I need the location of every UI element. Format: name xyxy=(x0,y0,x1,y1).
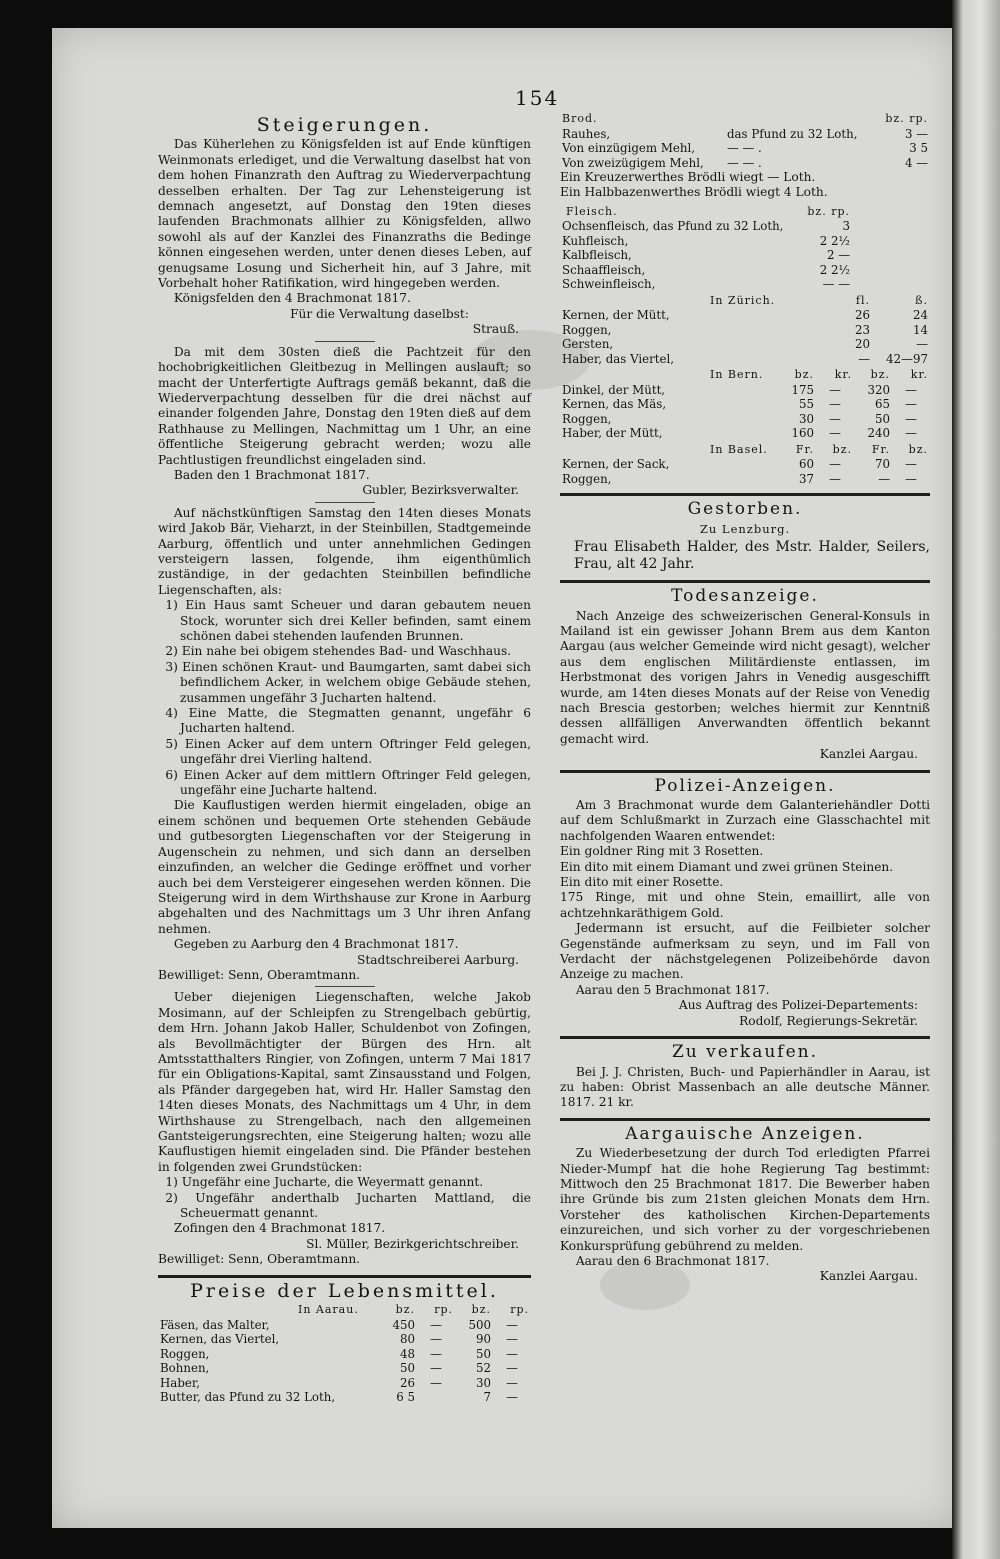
price-value: 175 xyxy=(791,382,814,397)
right-column xyxy=(560,112,930,1285)
row-label: Haber, xyxy=(160,1375,200,1390)
unit-label: bz. xyxy=(870,368,890,382)
price-value: 26 xyxy=(854,308,870,323)
section-label: Brod. xyxy=(562,112,598,125)
polizei-text: Am 3 Brachmonat wurde dem Galanteriehändler Dotti auf dem Schlußmarkt in Zurzach eine Glasschachtel mit nachfolgenden Waaren entwendet: xyxy=(560,798,930,843)
price-value: 240 xyxy=(867,426,890,441)
section-label: In Bern. xyxy=(710,368,764,382)
price-value: 4 — xyxy=(904,155,928,170)
price-value: 2 2½ xyxy=(819,233,850,248)
table-row xyxy=(560,263,930,278)
list-item: Ein dito mit einer Rosette. xyxy=(560,875,724,890)
table-row: Fäsen, das Malter, 450 — 500 — xyxy=(160,1317,518,1332)
price-value: 65 xyxy=(874,397,890,412)
notice-date: Baden den 1 Brachmonat 1817. xyxy=(173,467,370,482)
row-label: Bohnen, xyxy=(160,1361,210,1376)
table-row: Kernen, das Mäs, 55 — 65 — xyxy=(562,397,917,412)
row-label: Kuhfleisch, xyxy=(562,233,629,248)
basel-table xyxy=(560,443,930,487)
list-item: 2) Ungefähr anderthalb Jucharten Mattland, die Scheuermatt genannt. xyxy=(165,1190,531,1221)
table-row xyxy=(560,337,930,352)
unit-label: bz. rp. xyxy=(885,112,928,125)
aargauische-date: Aarau den 6 Brachmonat 1817. xyxy=(575,1253,770,1268)
row-label: Schweinfleisch, xyxy=(562,277,656,292)
price-value: 52 xyxy=(475,1361,491,1376)
price-value: 6 5 xyxy=(396,1390,415,1405)
list-item: 1) Ein Haus samt Scheuer und daran gebautem neuen Stock, worunter sich drei Keller befinden, samt einem schönen dabei stehenden laufenden Brunnen. xyxy=(165,598,531,643)
unit-label: bz. xyxy=(908,442,928,456)
polizei-signature: Rodolf, Regierungs-Sekretär. xyxy=(739,1013,918,1028)
todesanzeige-text: Nach Anzeige des schweizerischen General-Konsuls in Mailand ist ein gewisser Johann Brem aus dem Kanton Aargau (aus welcher Gemeinde wird nicht gesagt), welcher aus dem englischen Militärdienste entlassen, im Herbstmonat des vorigen Jahrs in Venedig ausgeschifft wurde, am 14ten dieses Monats auf der Reise von Venedig nach Brescia gestorben; welches hiermit zur Kenntniß dessen allfälligen Anverwandten öffentlich bekannt gemacht wird. xyxy=(560,608,930,746)
todesanzeige-heading: Todesanzeige. xyxy=(671,586,819,607)
row-label: Butter, das Pfund zu 32 Loth, xyxy=(160,1390,336,1405)
price-value: 70 xyxy=(874,457,890,472)
section-rule xyxy=(560,770,930,773)
unit-label: rp. xyxy=(510,1303,529,1317)
section-rule xyxy=(560,580,930,583)
section-rule xyxy=(158,1275,531,1278)
list-item: 2) Ein nahe bei obigem stehendes Bad- und Waschhaus. xyxy=(165,644,512,659)
brod-table xyxy=(560,112,930,170)
section-rule xyxy=(560,1036,930,1039)
unit-label: bz. xyxy=(471,1303,491,1317)
mellingen-notice: Da mit dem 30sten dieß die Pachtzeit für den hochobrigkeitlichen Gleitbezug in Mellingen auslauft; so macht der Unterfertigte Auftrags gemäß bekannt, daß die Wiederverpachtung desselben für die drei nächst auf einander folgenden Jahre, Donstag den 19ten dieß auf dem Rathhause zu Mellingen, Nachmittag um 1 Uhr, an eine öffentliche Steigerung gebracht werden; wozu alle Pachtlustigen freundlichst eingeladen sind. xyxy=(158,344,531,467)
table-row: Haber, der Mütt, 160 — 240 — xyxy=(562,426,917,441)
table-row xyxy=(560,219,930,234)
list-item: Ein dito mit einem Diamant und zwei grünen Steinen. xyxy=(560,859,894,874)
preise-heading: Preise der Lebensmittel. xyxy=(190,1279,499,1302)
price-value: 60 xyxy=(798,457,814,472)
gestorben-text: Frau Elisabeth Halder, des Mstr. Halder, Seilers, Frau, alt 42 Jahr. xyxy=(574,539,930,573)
table-row: Haber, 26 — 30 — xyxy=(160,1375,518,1390)
unit-label: Fr. xyxy=(795,442,814,456)
row-label: Von einzügigem Mehl, xyxy=(562,141,696,155)
list-item: 175 Ringe, mit und ohne Stein, emaillirt, alle von achtzehnkaräthigem Gold. xyxy=(560,890,930,920)
row-label: Dinkel, der Mütt, xyxy=(562,382,666,397)
price-value: 30 xyxy=(475,1375,491,1390)
table-row: Kernen, das Viertel, 80 — 90 — xyxy=(160,1332,518,1347)
aargauische-signature: Kanzlei Aargau. xyxy=(819,1269,918,1284)
price-value: 23 xyxy=(854,322,870,337)
brod-weight-line: Ein Halbbazenwerthes Brödli wiegt 4 Loth. xyxy=(560,185,828,200)
notice-signature: Stadtschreiberei Aarburg. xyxy=(357,952,519,967)
table-row: Roggen, 37 — — — xyxy=(562,471,917,486)
row-label: Kalbfleisch, xyxy=(562,248,632,263)
price-value: 14 xyxy=(912,322,928,337)
table-row xyxy=(560,234,930,249)
price-value: 55 xyxy=(798,397,814,412)
price-value: 2 — xyxy=(826,248,850,263)
price-value: — xyxy=(878,471,890,486)
unit-label: rp. xyxy=(434,1303,453,1317)
fleisch-table xyxy=(560,205,930,292)
table-row xyxy=(560,323,930,338)
aarau-price-table xyxy=(158,1303,531,1405)
table-row xyxy=(560,352,930,367)
approval-line: Bewilliget: Senn, Oberamtmann. xyxy=(158,967,361,982)
aarburg-notice: Auf nächstkünftigen Samstag den 14ten dieses Monats wird Jakob Bär, Vieharzt, in der Steinbillen, Stadtgemeinde Aarburg, öffentlich und unter annehmlichen Gedingen versteigern lassen, folgende, ihm eigenthümlich zuständige, in der gedachten Steinbillen befindliche Liegenschaften, als: xyxy=(158,505,531,597)
divider xyxy=(315,341,375,342)
price-value: 3 5 xyxy=(909,141,928,155)
table-row xyxy=(560,277,930,292)
list-item: Ein goldner Ring mit 3 Rosetten. xyxy=(560,844,764,859)
unit-label: bz. rp. xyxy=(807,204,850,218)
table-row: Dinkel, der Mütt, 175 — 320 — xyxy=(562,382,917,397)
row-label: Schaaffleisch, xyxy=(562,262,646,277)
approval-line: Bewilliget: Senn, Oberamtmann. xyxy=(158,1252,361,1267)
row-label: Roggen, xyxy=(562,411,612,426)
unit-label: fl. xyxy=(855,293,870,307)
aarburg-notice-continued: Die Kauflustigen werden hiermit eingeladen, obige an einem schönen und bequemen Orte stehenden Gebäude und gutbesorgten Liegenschaften vor der Steigerung in Augenschein zu nehmen, und sich dann an derselben einzufinden, an welcher die Gedinge eröffnet und vorher auch bei dem Versteigerer eingesehen werden können. Die Steigerung wird in dem Wirthshause zur Krone in Aarburg abgehalten und des Nachmittags um 3 Uhr ihren Anfang nehmen. xyxy=(158,798,531,936)
page-number: 154 xyxy=(515,86,560,110)
table-row xyxy=(560,127,930,142)
strengelbach-notice: Ueber diejenigen Liegenschaften, welche Jakob Mosimann, auf der Schleipfen zu Strengelbach gebürtig, dem Hrn. Johann Jakob Haller, Schuldenbot von Zofingen, als Bevollmächtigter der Bürgen des Hrn. alt Amtsstatthalters Ringier, von Zofingen, unterm 7 Mai 1817 für ein Obligations-Kapital, samt Zinsausstand und Folgen, als Pfänder dargegeben hat, wird Hr. Haller Samstag den 14ten dieses Monats, des Nachmittags um 4 Uhr, in dem Wirthshause zu Strengelbach, nach den allgemeinen Gantsteigerungsrechten, eine Steigerung halten; wozu alle Kauflustigen hiemit eingeladen sind. Die Pfänder bestehen in folgenden zwei Grundstücken: xyxy=(158,990,531,1174)
price-value: — — xyxy=(822,277,850,292)
section-label: In Basel. xyxy=(710,442,768,456)
aargauische-heading: Aargauische Anzeigen. xyxy=(625,1123,865,1144)
zuerich-table xyxy=(560,294,930,367)
price-value: — xyxy=(858,351,870,366)
price-value: 50 xyxy=(874,411,890,426)
gestorben-place: Zu Lenzburg. xyxy=(699,521,791,536)
row-label: Kernen, das Mäs, xyxy=(562,397,667,412)
price-value: 3 xyxy=(842,219,850,234)
todesanzeige-signature: Kanzlei Aargau. xyxy=(819,747,918,762)
row-label: Roggen, xyxy=(160,1346,210,1361)
unit-label: bz. xyxy=(794,368,814,382)
polizei-text: Jedermann ist ersucht, auf die Feilbieter solcher Gegenstände aufmerksam zu seyn, und im Fall von Verdacht der nächstgelegenen Polizeibehörde davon Anzeige zu machen. xyxy=(560,921,930,982)
price-value: 24 xyxy=(912,308,928,323)
table-row: Bohnen, 50 — 52 — xyxy=(160,1361,518,1376)
verkaufen-heading: Zu verkaufen. xyxy=(671,1042,819,1063)
divider xyxy=(315,986,375,987)
section-rule xyxy=(560,493,930,496)
polizei-signature: Aus Auftrag des Polizei-Departements: xyxy=(678,998,918,1013)
row-label: Rauhes, xyxy=(562,126,611,141)
section-rule xyxy=(560,1118,930,1121)
price-value: 37 xyxy=(798,471,814,486)
row-unit: das Pfund zu 32 Loth, xyxy=(726,126,858,141)
brod-weight-line: Ein Kreuzerwerthes Brödli wiegt — Loth. xyxy=(560,170,816,184)
table-row xyxy=(560,141,930,156)
row-label: Fäsen, das Malter, xyxy=(160,1317,270,1332)
unit-label: bz. xyxy=(395,1303,415,1317)
table-row: Kernen, der Sack, 60 — 70 — xyxy=(562,457,917,472)
price-value: 3 — xyxy=(904,126,928,141)
price-value: — xyxy=(916,337,928,352)
price-value: 48 xyxy=(399,1346,415,1361)
polizei-heading: Polizei-Anzeigen. xyxy=(654,775,836,796)
notice-signature: Für die Verwaltung daselbst: xyxy=(290,306,469,321)
notice-signature: Strauß. xyxy=(472,322,519,337)
section-label: In Zürich. xyxy=(710,293,776,307)
table-row: Butter, das Pfund zu 32 Loth, 6 5 7 — xyxy=(160,1390,518,1405)
row-label: Roggen, xyxy=(562,471,612,486)
gestorben-heading: Gestorben. xyxy=(687,499,803,520)
notice-date: Gegeben zu Aarburg den 4 Brachmonat 1817. xyxy=(173,937,459,952)
row-label: Kernen, der Sack, xyxy=(562,457,670,472)
row-label: Kernen, der Mütt, xyxy=(562,308,670,323)
bern-table xyxy=(560,368,930,441)
row-label: Ochsenfleisch, das Pfund zu 32 Loth, xyxy=(562,219,784,234)
table-place: In Aarau. xyxy=(298,1303,359,1317)
table-row: Roggen, 30 — 50 — xyxy=(562,411,917,426)
row-label: Roggen, xyxy=(562,322,612,337)
unit-label: Fr. xyxy=(871,442,890,456)
price-value: 160 xyxy=(791,426,814,441)
price-value: 90 xyxy=(475,1332,491,1347)
notice-signature: Sl. Müller, Bezirkgerichtschreiber. xyxy=(306,1236,519,1251)
divider xyxy=(315,502,375,503)
price-value: 2 2½ xyxy=(819,262,850,277)
notice-date: Zofingen den 4 Brachmonat 1817. xyxy=(173,1221,386,1236)
price-value: 7 xyxy=(483,1390,491,1405)
page-fold-edge xyxy=(952,0,1000,1559)
row-unit: — — . xyxy=(726,155,762,170)
row-label: Gersten, xyxy=(562,337,614,352)
row-unit: — — . xyxy=(726,141,762,155)
list-item: 6) Einen Acker auf dem mittlern Oftringer Feld gelegen, ungefähr eine Jucharte haltend. xyxy=(165,767,531,798)
price-value: 30 xyxy=(798,411,814,426)
polizei-date: Aarau den 5 Brachmonat 1817. xyxy=(575,982,770,997)
notice-date: Königsfelden den 4 Brachmonat 1817. xyxy=(173,291,411,306)
price-value: 26 xyxy=(399,1375,415,1390)
table-row xyxy=(560,308,930,323)
row-label: Haber, der Mütt, xyxy=(562,426,663,441)
price-value: 320 xyxy=(867,382,890,397)
row-label: Von zweizügigem Mehl, xyxy=(562,155,704,170)
price-value: 500 xyxy=(468,1317,491,1332)
table-row xyxy=(560,248,930,263)
table-row: Roggen, 48 — 50 — xyxy=(160,1346,518,1361)
section-label: Fleisch. xyxy=(566,204,618,218)
unit-label: bz. xyxy=(832,442,852,456)
table-row xyxy=(560,156,930,171)
unit-label: kr. xyxy=(910,368,928,382)
list-item: 5) Einen Acker auf dem untern Oftringer Feld gelegen, ungefähr drei Vierling haltend. xyxy=(165,736,531,767)
steigerungen-heading: Steigerungen. xyxy=(256,114,433,136)
left-column xyxy=(158,112,531,1405)
price-value: 80 xyxy=(399,1332,415,1347)
unit-label: ß. xyxy=(915,293,928,307)
koenigsfelden-notice: Das Küherlehen zu Königsfelden ist auf Ende künftigen Weinmonats erlediget, und die Verwaltung daselbst hat von dem hohen Finanzrath den Auftrag zu Wiederverpachtung desselben erhalten. Der Tag zur Lehensteigerung ist demnach angesetzt, auf Donstag den 19ten dieses laufenden Brachmonats allhier zu Königsfelden, allwo sowohl als auf der Kanzlei des Finanzraths die Bedinge können eingesehen werden, unter denen dieses Leben, auf genugsame Losung und Sicherheit hin, auf 3 Jahre, mit Vorbehalt hoher Ratifikation, wird hingegeben werden. xyxy=(158,137,531,291)
price-value: 20 xyxy=(854,337,870,352)
list-item: 4) Eine Matte, die Stegmatten genannt, ungefähr 6 Jucharten haltend. xyxy=(165,706,531,736)
price-value: 450 xyxy=(392,1317,415,1332)
list-item: 1) Ungefähr eine Jucharte, die Weyermatt genannt. xyxy=(165,1175,484,1190)
aargauische-text: Zu Wiederbesetzung der durch Tod erledigten Pfarrei Nieder-Mumpf hat die hohe Regierung Tag bestimmt: Mittwoch den 25 Brachmonat 1817. Die Bewerber haben ihre Gründe bis zum 21sten gleichen Monats dem Hrn. Vorsteher des katholischen Kirchen-Departements einzureichen, und sich vorher zu der vorgeschriebenen Konkursprüfung gebührend zu melden. xyxy=(560,1146,930,1253)
notice-signature: Gubler, Bezirksverwalter. xyxy=(362,483,519,498)
price-value: 50 xyxy=(399,1361,415,1376)
unit-label: kr. xyxy=(834,368,852,382)
row-label: Haber, das Viertel, xyxy=(562,351,675,366)
row-label: Kernen, das Viertel, xyxy=(160,1332,280,1347)
price-value: 50 xyxy=(475,1346,491,1361)
list-item: 3) Einen schönen Kraut- und Baumgarten, samt dabei sich befindlichem Acker, in welchem obige Gebäude stehen, zusammen ungefähr 3 Jucharten haltend. xyxy=(165,659,531,705)
price-value: 42—97 xyxy=(886,351,928,366)
verkaufen-text: Bei J. J. Christen, Buch- und Papierhändler in Aarau, ist zu haben: Obrist Massenbach an alle deutsche Männer. 1817. 21 kr. xyxy=(560,1064,930,1110)
